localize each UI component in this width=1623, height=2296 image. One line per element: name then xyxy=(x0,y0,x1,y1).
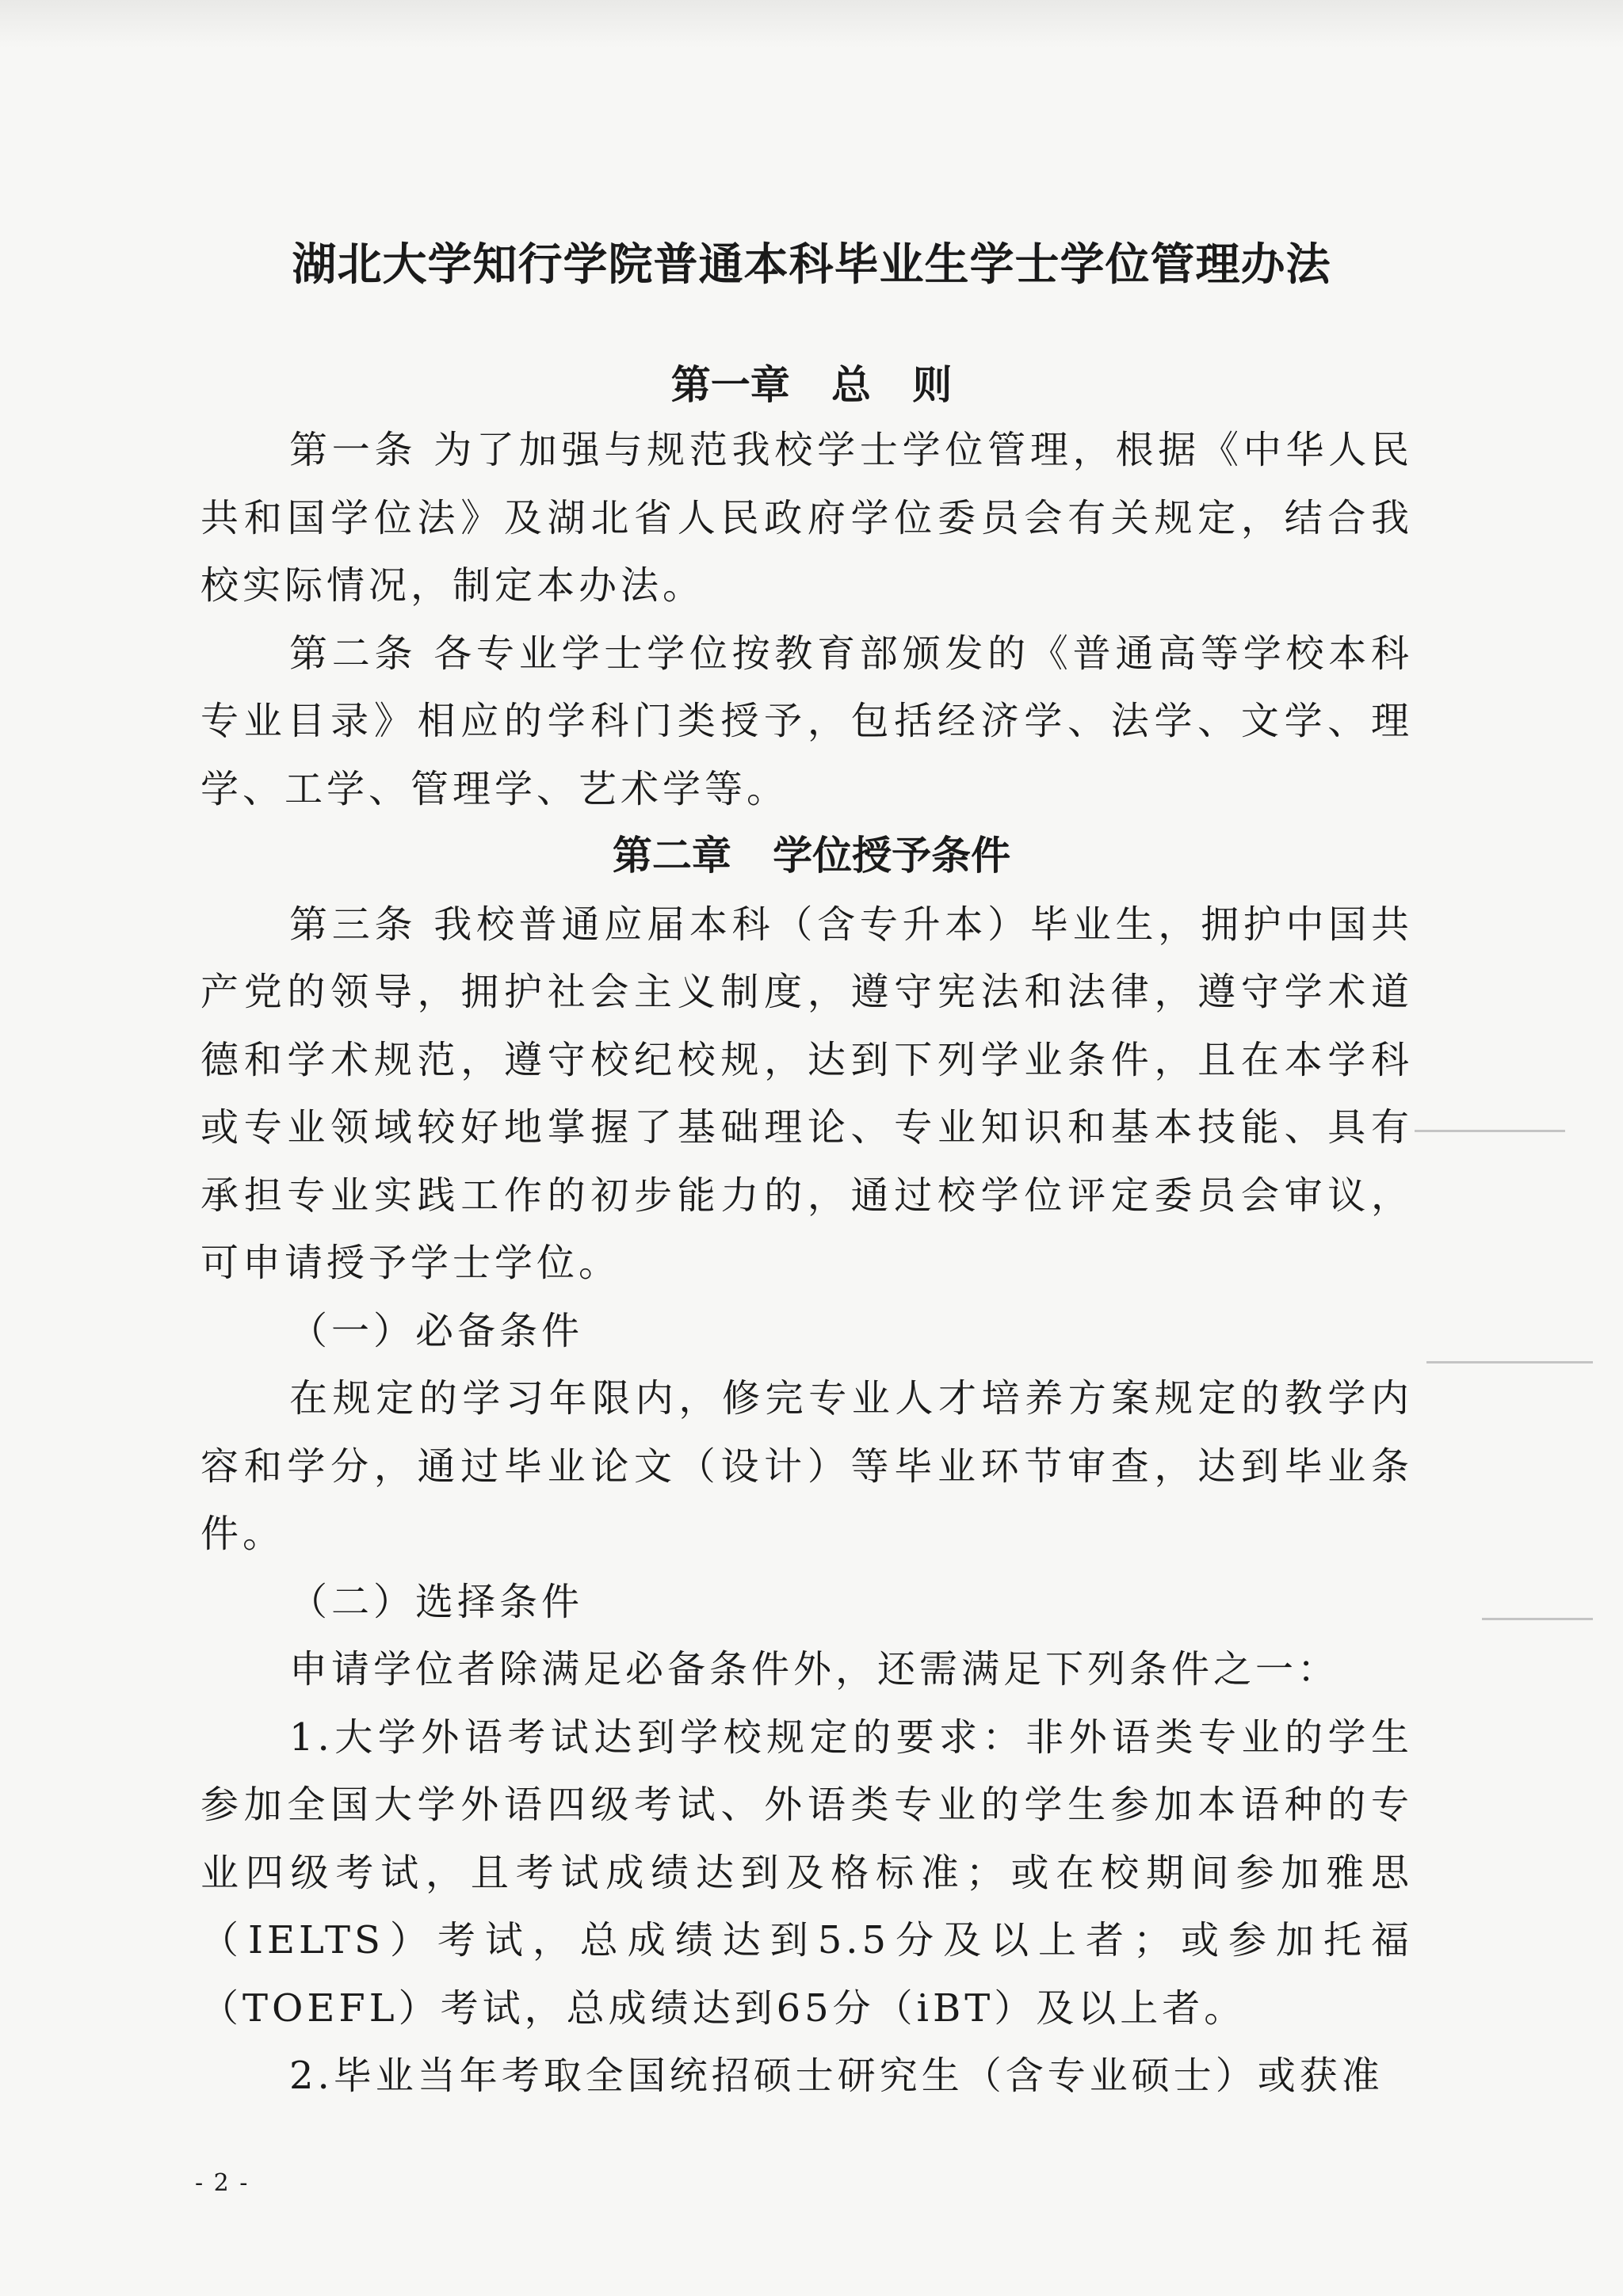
scan-mark xyxy=(1426,1361,1593,1363)
document-body xyxy=(200,417,1413,2111)
scan-shadow xyxy=(0,0,1623,48)
chapter-1-heading: 第一章 总 则 xyxy=(670,362,953,408)
required-conditions-heading: （一）必备条件 xyxy=(289,1308,584,1353)
page-number: - 2 - xyxy=(195,2169,250,2197)
optional-conditions-intro: 申请学位者除满足必备条件外，还需满足下列条件之一： xyxy=(289,1647,1340,1691)
article-1: 第一条 为了加强与规范我校学士学位管理，根据《中华人民共和国学位法》及湖北省人民政府学位委员会有关规定，结合我校实际情况，制定本办法。 xyxy=(200,428,1413,608)
scan-mark xyxy=(1415,1130,1565,1132)
chapter-2-heading: 第二章 学位授予条件 xyxy=(612,833,1011,879)
optional-conditions-heading: （二）选择条件 xyxy=(289,1579,584,1624)
document-title: 湖北大学知行学院普通本科毕业生学士学位管理办法 xyxy=(292,238,1331,291)
required-conditions-text: 在规定的学习年限内，修完专业人才培养方案规定的教学内容和学分，通过毕业论文（设计）等毕业环节审查，达到毕业条件。 xyxy=(200,1376,1413,1556)
condition-item-1: 1.大学外语考试达到学校规定的要求：非外语类专业的学生参加全国大学外语四级考试、外语类专业的学生参加本语种的专业四级考试，且考试成绩达到及格标准；或在校期间参加雅思（IELTS）考试，总成绩达到5.5分及以上者；或参加托福（TOEFL）考试，总成绩达到65分（iBT）及以上者。 xyxy=(200,1714,1413,2031)
scan-mark xyxy=(1482,1618,1593,1620)
article-3: 第三条 我校普通应届本科（含专升本）毕业生，拥护中国共产党的领导，拥护社会主义制度，遵守宪法和法律，遵守学术道德和学术规范，遵守校纪校规，达到下列学业条件，且在本学科或专业领域较好地掌握了基础理论、专业知识和基本技能、具有承担专业实践工作的初步能力的，通过校学位评定委员会审议，可申请授予学士学位。 xyxy=(200,902,1413,1285)
article-2: 第二条 各专业学士学位按教育部颁发的《普通高等学校本科专业目录》相应的学科门类授予，包括经济学、法学、文学、理学、工学、管理学、艺术学等。 xyxy=(200,631,1413,811)
condition-item-2: 2.毕业当年考取全国统招硕士研究生（含专业硕士）或获准 xyxy=(289,2054,1384,2098)
